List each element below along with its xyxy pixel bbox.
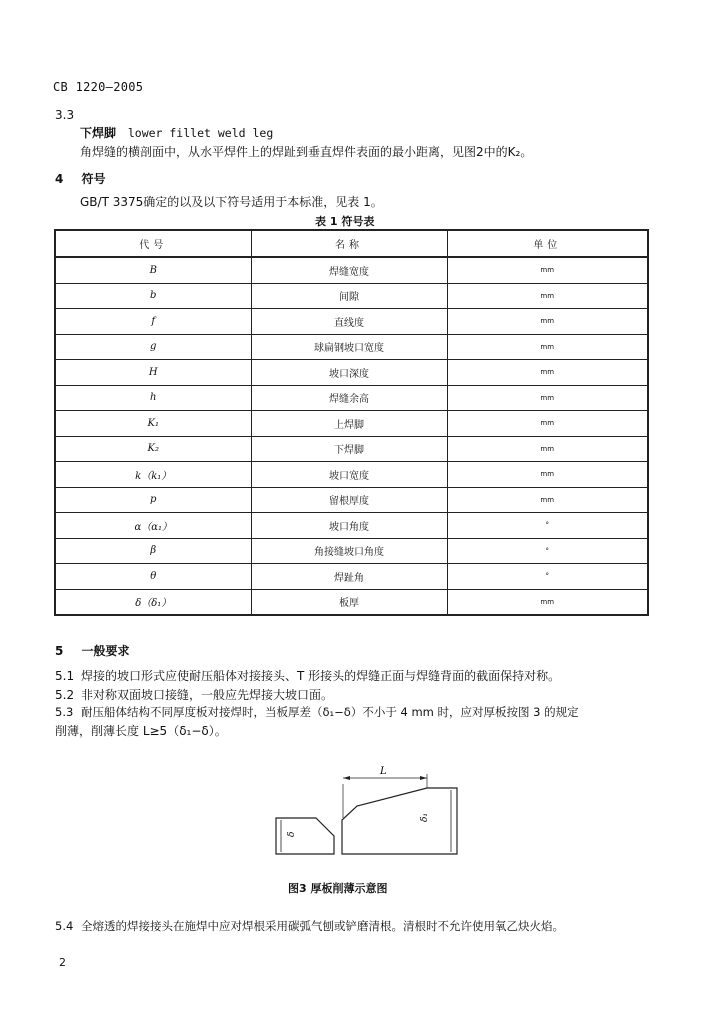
unit-cell: ° [447,564,648,590]
unit-cell: mm [447,462,648,488]
table-row [55,487,648,513]
clause-number: 5.4 [55,919,74,933]
section-4-heading [55,170,106,187]
table-row [55,309,648,335]
name-cell: 上焊脚 [251,411,447,437]
symbol-table [54,229,649,616]
clause-text: 全熔透的焊接接头在施焊中应对焊根采用碳弧气刨或铲磨清根。清根时不允许使用氧乙炔火焰。 [81,919,564,933]
unit-cell: mm [447,487,648,513]
section-5-title: 一般要求 [81,644,130,658]
unit-cell: mm [447,436,648,462]
table-row [55,257,648,283]
delta1-label: δ₁ [420,812,430,822]
table-caption: 表 1 符号表 [315,215,375,228]
symbol-cell: p [55,487,251,513]
section-5-number: 5 [55,644,64,658]
clause-5-4 [55,918,564,934]
unit-cell: ° [447,513,648,539]
unit-cell: mm [447,385,648,411]
clause-5-3 [55,704,579,720]
clause-number: 5.1 [55,669,75,683]
figure-3-caption: 图3 厚板削薄示意图 [288,882,388,895]
delta-label: δ [287,831,297,837]
table-row [55,436,648,462]
unit-cell: mm [447,334,648,360]
header-unit: 单位 [447,230,648,257]
figure-3-thinning-diagram [268,762,468,862]
unit-cell: ° [447,538,648,564]
term-line [80,124,273,141]
unit-cell: mm [447,360,648,386]
name-cell: 直线度 [251,309,447,335]
table-row [55,334,648,360]
name-cell: 焊趾角 [251,564,447,590]
unit-cell: mm [447,411,648,437]
section-5-heading [55,642,130,659]
symbol-cell: k（k₁） [55,462,251,488]
name-cell: 坡口宽度 [251,462,447,488]
standard-code: CB 1220—2005 [53,80,144,94]
symbol-cell: θ [55,564,251,590]
name-cell: 板厚 [251,589,447,615]
table-header-row [55,230,648,257]
table-row [55,385,648,411]
symbol-cell: δ（δ₁） [55,589,251,615]
symbol-cell: B [55,257,251,283]
unit-cell: mm [447,283,648,309]
table-row [55,564,648,590]
unit-cell: mm [447,309,648,335]
l-label: L [380,766,387,777]
symbol-cell: α（α₁） [55,513,251,539]
table-row [55,360,648,386]
name-cell: 下焊脚 [251,436,447,462]
clause-number: 5.3 [55,705,74,719]
name-cell: 角接缝坡口角度 [251,538,447,564]
symbol-cell: g [55,334,251,360]
unit-cell: mm [447,257,648,283]
section-4-title: 符号 [81,172,106,186]
name-cell: 焊缝宽度 [251,257,447,283]
name-cell: 焊缝余高 [251,385,447,411]
name-cell: 球扁钢坡口宽度 [251,334,447,360]
table-row [55,462,648,488]
clause-5-2 [55,686,333,703]
table-row [55,538,648,564]
term-zh: 下焊脚 [80,126,117,140]
header-name: 名称 [251,230,447,257]
clause-number: 5.2 [55,688,75,702]
symbol-cell: K₂ [55,436,251,462]
clause-text: 耐压船体结构不同厚度板对接焊时，当板厚差（δ₁−δ）不小于 4 mm 时，应对厚板按图 3 的规定 [81,705,579,719]
table-row [55,411,648,437]
clause-text: 焊接的坡口形式应使耐压船体对接接头、T 形接头的焊缝正面与焊缝背面的截面保持对称。 [81,669,561,683]
name-cell: 间隙 [251,283,447,309]
table-row [55,513,648,539]
term-definition: 角焊缝的横剖面中，从水平焊件上的焊趾到垂直焊件表面的最小距离，见图2中的K₂。 [80,145,533,159]
section-4-number: 4 [55,172,64,186]
page-number: 2 [59,956,66,969]
name-cell: 坡口深度 [251,360,447,386]
table-row [55,589,648,615]
thin-plate-shape [276,818,334,854]
clause-5-1 [55,667,560,684]
name-cell: 坡口角度 [251,513,447,539]
clause-text: 非对称双面坡口接缝，一般应先焊接大坡口面。 [81,688,334,702]
section-4-intro: GB/T 3375确定的以及以下符号适用于本标准，见表 1。 [80,195,383,209]
term-en: lower fillet weld leg [127,126,274,140]
symbol-cell: b [55,283,251,309]
symbol-cell: H [55,360,251,386]
thick-plate-shape [342,788,457,854]
symbol-cell: β [55,538,251,564]
symbol-cell: h [55,385,251,411]
symbol-cell: f [55,309,251,335]
name-cell: 留根厚度 [251,487,447,513]
table-row [55,283,648,309]
symbol-cell: K₁ [55,411,251,437]
l-arrow-left [343,776,350,780]
section-3-3-number: 3.3 [55,108,75,122]
clause-5-3-continued: 削薄，削薄长度 L≥5（δ₁−δ）。 [55,724,227,738]
header-symbol: 代号 [55,230,251,257]
l-arrow-right [420,776,427,780]
unit-cell: mm [447,589,648,615]
